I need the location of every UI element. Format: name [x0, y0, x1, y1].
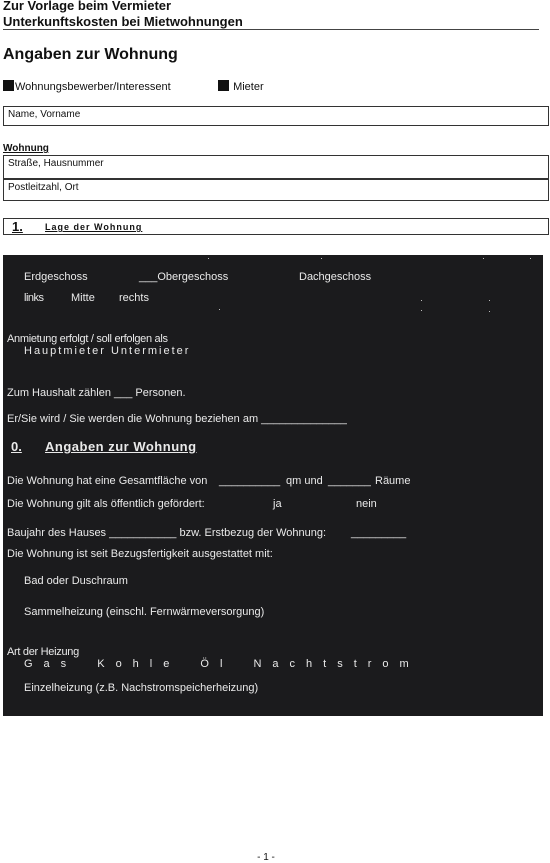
street-field-label: Straße, Hausnummer — [8, 158, 104, 169]
role-tenant[interactable] — [218, 80, 264, 93]
household-size[interactable]: Zum Haushalt zählen ___ Personen. — [7, 387, 186, 399]
move-in-date[interactable]: Er/Sie wird / Sie werden die Wohnung beziehen am ______________ — [7, 413, 347, 425]
heating-label: Art der Heizung — [7, 646, 79, 658]
option-bath[interactable]: Bad oder Duschraum — [24, 575, 128, 587]
role-tenant-label: Mieter — [233, 81, 264, 93]
option-middle[interactable]: Mitte — [71, 292, 95, 304]
subsidized-label: Die Wohnung gilt als öffentlich gefördert: — [7, 498, 205, 510]
postal-field-label: Postleitzahl, Ort — [8, 182, 79, 193]
dark-form-panel — [3, 255, 543, 716]
subsidized-no[interactable]: nein — [356, 498, 377, 510]
name-field[interactable] — [3, 106, 549, 126]
section-1-title: Lage der Wohnung — [45, 222, 143, 232]
build-year[interactable]: Baujahr des Hauses ___________ bzw. Erstbezug der Wohnung: — [7, 527, 327, 539]
page-title: Angaben zur Wohnung — [3, 46, 178, 63]
section-2-number: 0. — [11, 439, 22, 454]
header-line-1: Zur Vorlage beim Vermieter — [3, 0, 172, 13]
page-number: - 1 - — [257, 852, 275, 863]
option-single-heating[interactable]: Einzelheizung (z.B. Nachstromspeicherheizung) — [24, 682, 259, 694]
dot-mark — [530, 258, 531, 259]
option-left[interactable]: links — [24, 292, 44, 304]
rooms-input[interactable]: _______ — [328, 475, 371, 487]
dot-mark — [483, 258, 484, 259]
heating-types[interactable]: Gas Kohle Öl Nachtstrom — [24, 658, 420, 670]
header-line-2: Unterkunftskosten bei Mietwohnungen — [3, 14, 243, 29]
dot-mark — [489, 311, 490, 312]
subsidized-yes[interactable]: ja — [273, 498, 282, 510]
section-1-header — [3, 218, 549, 235]
option-upper-floor[interactable]: ___Obergeschoss — [139, 271, 229, 283]
role-applicant-label: Wohnungsbewerber/Interessent — [15, 81, 171, 93]
street-field[interactable] — [3, 155, 549, 179]
option-central-heating[interactable]: Sammelheizung (einschl. Fernwärmeversorgung) — [24, 606, 265, 618]
area-unit: qm und — [286, 475, 323, 487]
area-prefix: Die Wohnung hat eine Gesamtfläche von — [7, 475, 208, 487]
postal-field[interactable] — [3, 179, 549, 201]
role-applicant[interactable] — [3, 80, 171, 93]
dot-mark — [421, 300, 422, 301]
area-input[interactable]: __________ — [219, 475, 281, 487]
dot-mark — [321, 258, 322, 259]
option-right[interactable]: rechts — [119, 292, 149, 304]
option-attic[interactable]: Dachgeschoss — [299, 271, 372, 283]
rental-label: Anmietung erfolgt / soll erfolgen als — [7, 333, 168, 345]
header-rule — [3, 29, 539, 30]
section-2-title: Angaben zur Wohnung — [45, 439, 197, 454]
section-1-number: 1. — [12, 219, 23, 234]
equipped-label: Die Wohnung ist seit Bezugsfertigkeit ausgestattet mit: — [7, 548, 273, 560]
rental-options[interactable]: Hauptmieter Untermieter — [24, 345, 191, 357]
dot-mark — [208, 258, 209, 259]
dot-mark — [421, 310, 422, 311]
option-ground-floor[interactable]: Erdgeschoss — [24, 271, 88, 283]
checkbox-tenant[interactable] — [218, 80, 229, 91]
dot-mark — [219, 309, 220, 310]
apartment-heading: Wohnung — [3, 143, 49, 154]
rooms-label: Räume — [375, 475, 411, 487]
first-occupancy-input[interactable]: _________ — [351, 527, 407, 539]
checkbox-applicant[interactable] — [3, 80, 14, 91]
name-field-label: Name, Vorname — [8, 109, 81, 120]
dot-mark — [489, 300, 490, 301]
